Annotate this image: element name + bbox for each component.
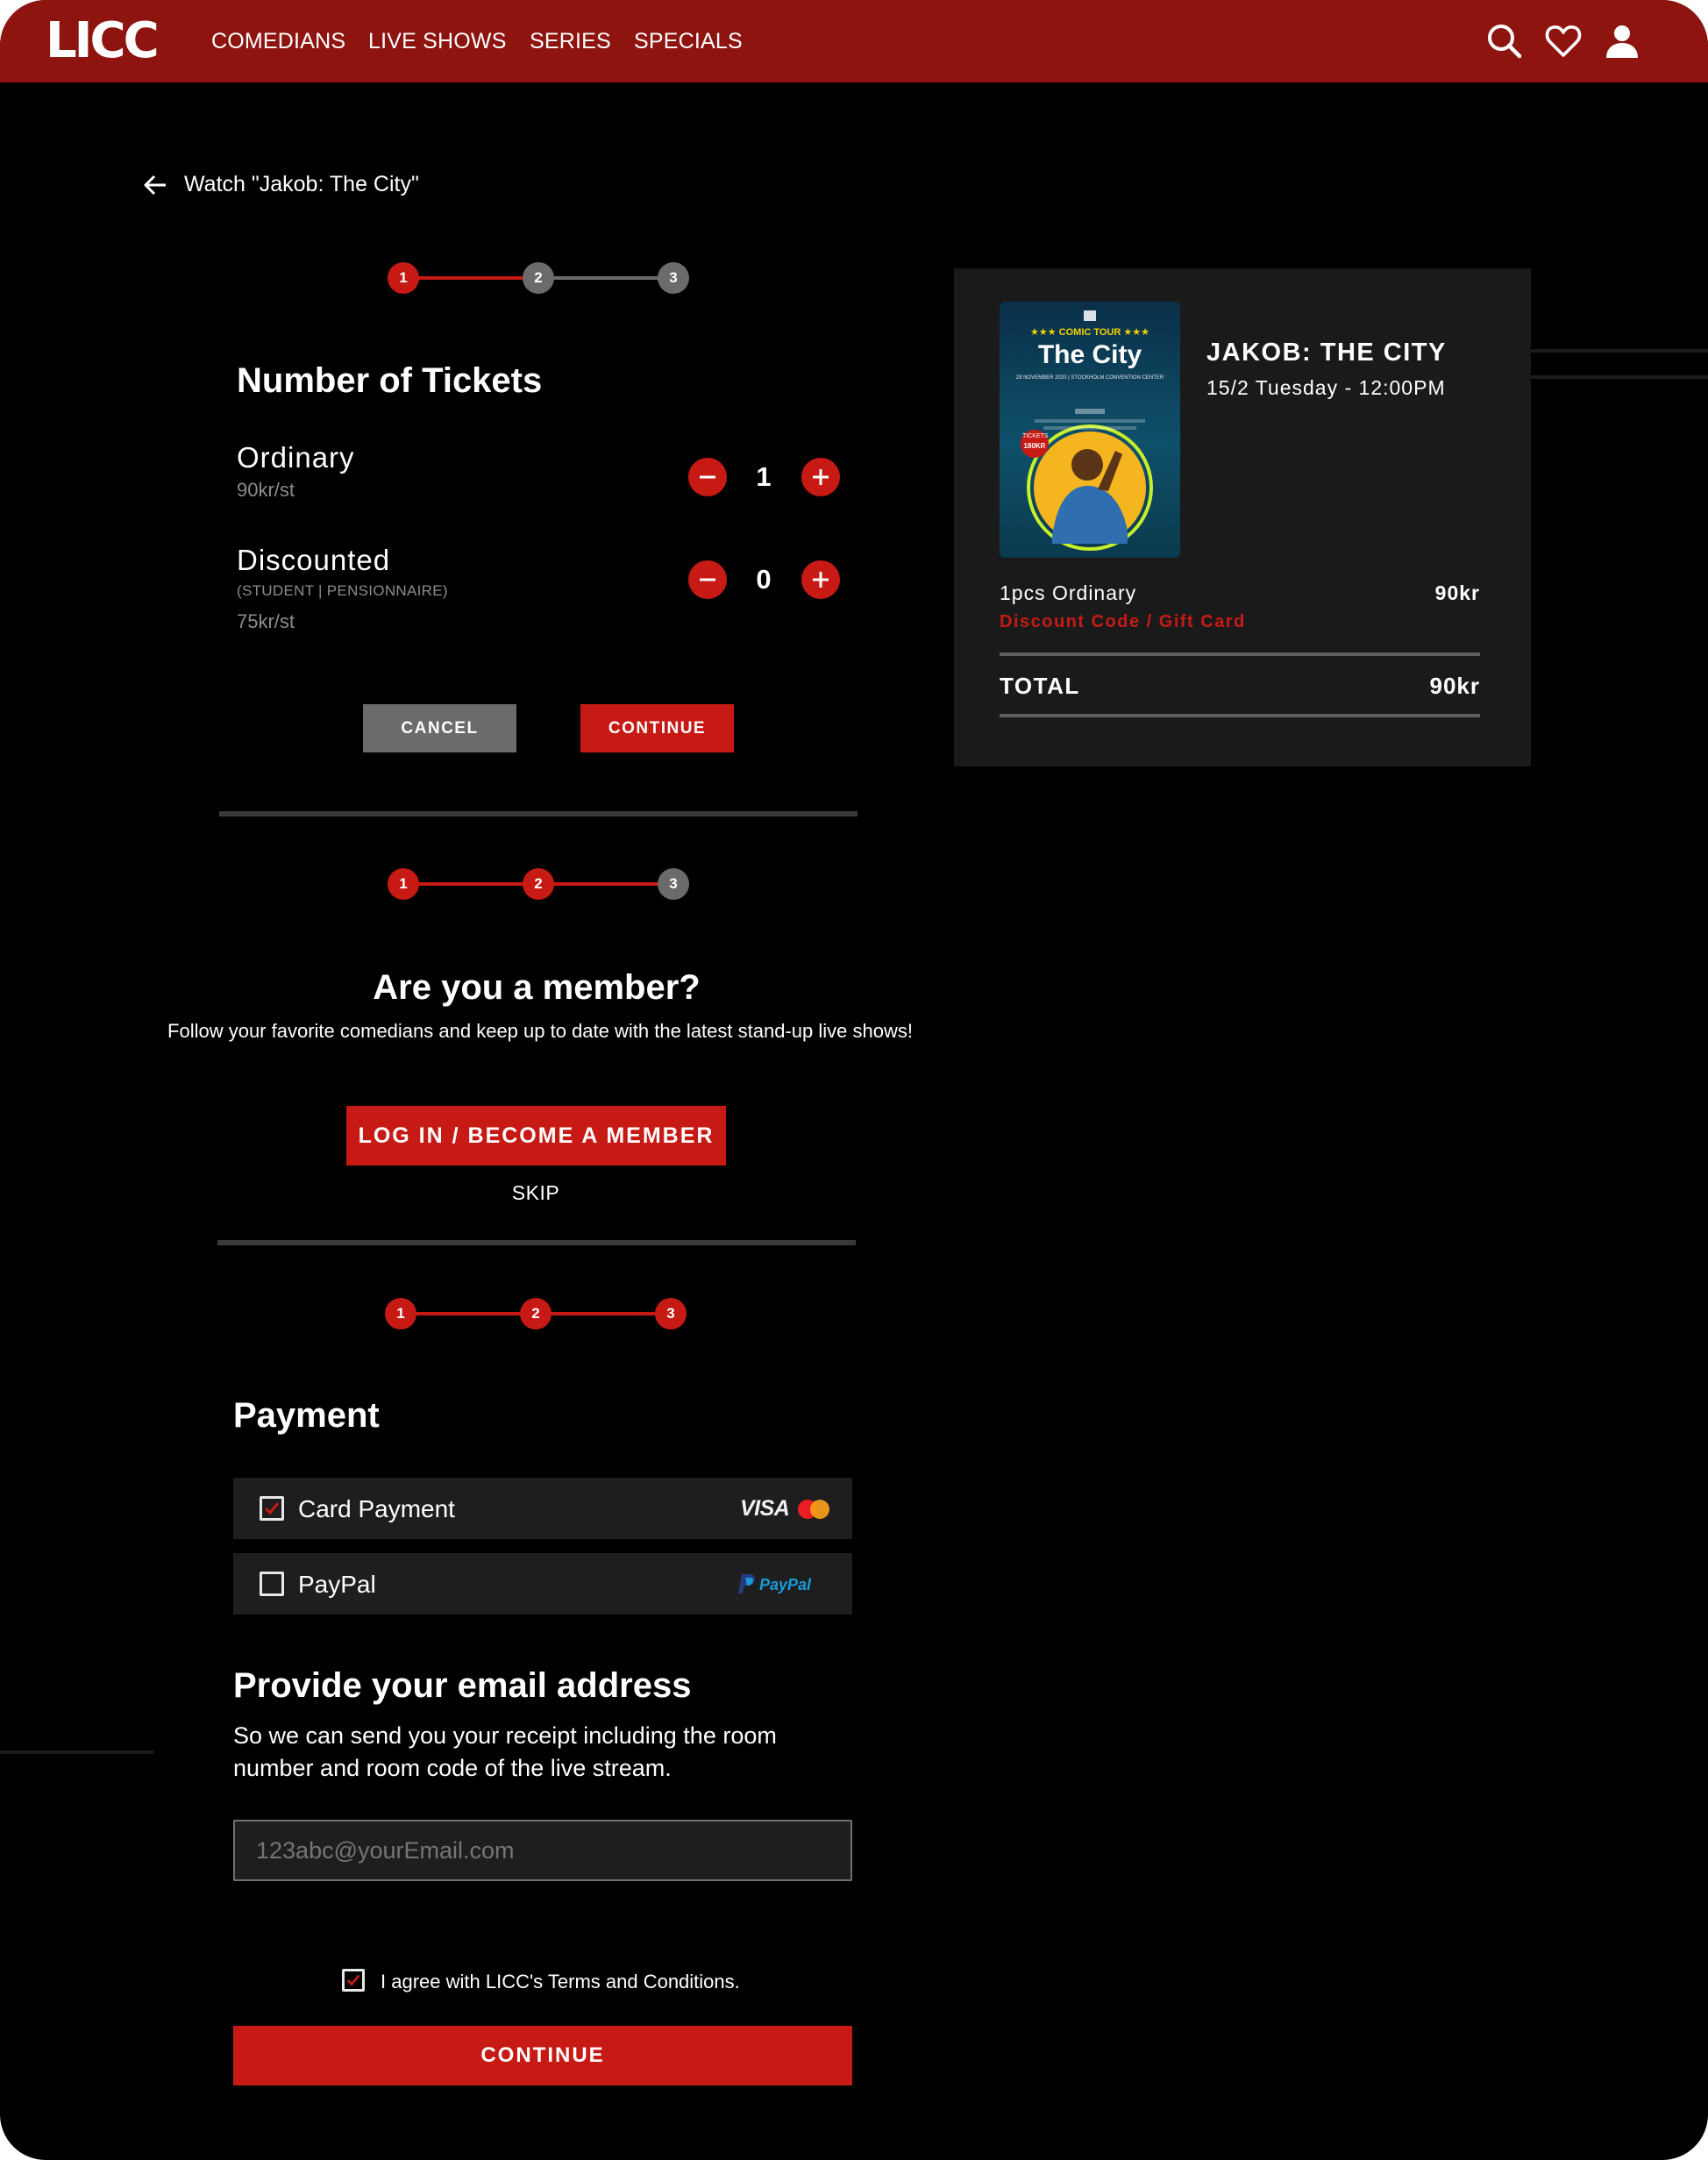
stepper-dot-1: 1 [385, 1298, 416, 1330]
stepper-line [403, 882, 538, 886]
progress-stepper-step3 [385, 1296, 701, 1331]
card-payment-checkbox[interactable] [260, 1496, 284, 1521]
email-title: Provide your email address [233, 1666, 692, 1705]
nav-series[interactable]: SERIES [530, 29, 611, 53]
search-icon[interactable] [1484, 21, 1525, 61]
discounted-decrease-button[interactable] [688, 560, 727, 599]
paypal-label: PayPal [298, 1571, 376, 1598]
total-label: TOTAL [1000, 673, 1080, 699]
poster-tag: ★★★ COMIC TOUR ★★★ [1030, 327, 1149, 338]
stepper-line [538, 882, 673, 886]
poster-badge-price: 180KR [1023, 442, 1046, 450]
ordinary-price: 90kr/st [237, 479, 295, 501]
summary-divider [1000, 714, 1480, 717]
line-item-price: 90kr [1434, 581, 1480, 604]
poster-badge-label: TICKETS [1022, 433, 1049, 439]
paypal-option[interactable] [233, 1553, 852, 1615]
paypal-logo: PayPal [759, 1576, 812, 1593]
stepper-line [538, 276, 673, 280]
nav-specials[interactable]: SPECIALS [634, 29, 743, 53]
email-description-line-2: number and room code of the live stream. [233, 1755, 672, 1781]
discounted-quantity: 0 [756, 564, 772, 595]
licc-logo[interactable]: LICC [46, 12, 157, 69]
stepper-dot-3: 3 [658, 262, 689, 294]
nav-comedians[interactable]: COMEDIANS [211, 29, 346, 53]
nav-live-shows[interactable]: LIVE SHOWS [368, 29, 507, 53]
ordinary-quantity: 1 [756, 461, 772, 492]
terms-label: I agree with LICC's Terms and Conditions. [381, 1971, 740, 1992]
discounted-price: 75kr/st [237, 610, 295, 632]
section-divider [219, 811, 858, 816]
check-icon [345, 1971, 362, 1989]
progress-stepper-step1 [388, 260, 703, 296]
decorative-line [0, 1750, 153, 1754]
minus-icon [688, 560, 727, 599]
stepper-dot-2: 2 [523, 868, 554, 900]
section-divider [217, 1240, 856, 1245]
order-summary-card [954, 268, 1531, 766]
card-payment-label: Card Payment [298, 1495, 455, 1522]
progress-stepper-step2 [388, 866, 703, 902]
ordinary-decrease-button[interactable] [688, 458, 727, 496]
terms-checkbox[interactable] [342, 1969, 365, 1992]
poster-title: The City [1037, 340, 1142, 369]
tickets-title: Number of Tickets [237, 361, 543, 400]
show-title: JAKOB: THE CITY [1206, 339, 1447, 367]
line-item-label: 1pcs Ordinary [1000, 581, 1137, 604]
discounted-increase-button[interactable] [801, 560, 840, 599]
discounted-label: Discounted [237, 544, 391, 576]
member-description: Follow your favorite comedians and keep up to date with the latest stand-up live shows! [167, 1020, 913, 1042]
cancel-button[interactable]: CANCEL [363, 704, 516, 752]
stepper-dot-2: 2 [520, 1298, 552, 1330]
arrow-left-icon [142, 172, 168, 198]
show-poster [1000, 302, 1180, 558]
discount-code-link[interactable]: Discount Code / Gift Card [1000, 612, 1246, 631]
stepper-dot-3: 3 [655, 1298, 687, 1330]
continue-payment-button[interactable]: CONTINUE [233, 2026, 852, 2085]
plus-icon [801, 458, 840, 496]
back-link-label: Watch "Jakob: The City" [184, 172, 419, 196]
top-navigation-bar [0, 0, 1708, 82]
poster-date: 29 NOVEMBER 2020 | STOCKHOLM CONVENTION CENTER [1015, 375, 1164, 381]
stepper-line [403, 276, 538, 280]
total-amount: 90kr [1429, 673, 1480, 699]
paypal-icon [737, 1572, 757, 1595]
skip-link[interactable]: SKIP [511, 1181, 560, 1204]
stepper-dot-2: 2 [523, 262, 554, 294]
email-input[interactable] [233, 1820, 852, 1881]
stepper-line [401, 1312, 536, 1315]
stepper-line [536, 1312, 671, 1315]
decorative-line [1531, 349, 1708, 353]
plus-icon [801, 560, 840, 599]
mastercard-icon [796, 1498, 831, 1521]
check-icon [262, 1499, 281, 1518]
continue-tickets-button[interactable]: CONTINUE [580, 704, 734, 752]
discounted-note: (STUDENT | PENSIONNAIRE) [237, 582, 448, 599]
card-payment-option[interactable] [233, 1478, 852, 1539]
minus-icon [688, 458, 727, 496]
user-icon[interactable] [1602, 21, 1642, 61]
payment-title: Payment [233, 1396, 380, 1435]
stepper-dot-1: 1 [388, 868, 419, 900]
member-title: Are you a member? [373, 968, 701, 1007]
paypal-checkbox[interactable] [260, 1572, 284, 1596]
visa-logo: VISA [740, 1496, 790, 1521]
ordinary-increase-button[interactable] [801, 458, 840, 496]
show-date: 15/2 Tuesday - 12:00PM [1206, 376, 1446, 399]
email-description-line-1: So we can send you your receipt including the room [233, 1722, 777, 1749]
login-become-member-button[interactable]: LOG IN / BECOME A MEMBER [346, 1106, 726, 1166]
ordinary-label: Ordinary [237, 441, 355, 474]
stepper-dot-3: 3 [658, 868, 689, 900]
summary-divider [1000, 652, 1480, 656]
decorative-line [1531, 375, 1708, 379]
stepper-dot-1: 1 [388, 262, 419, 294]
heart-icon[interactable] [1543, 21, 1583, 61]
